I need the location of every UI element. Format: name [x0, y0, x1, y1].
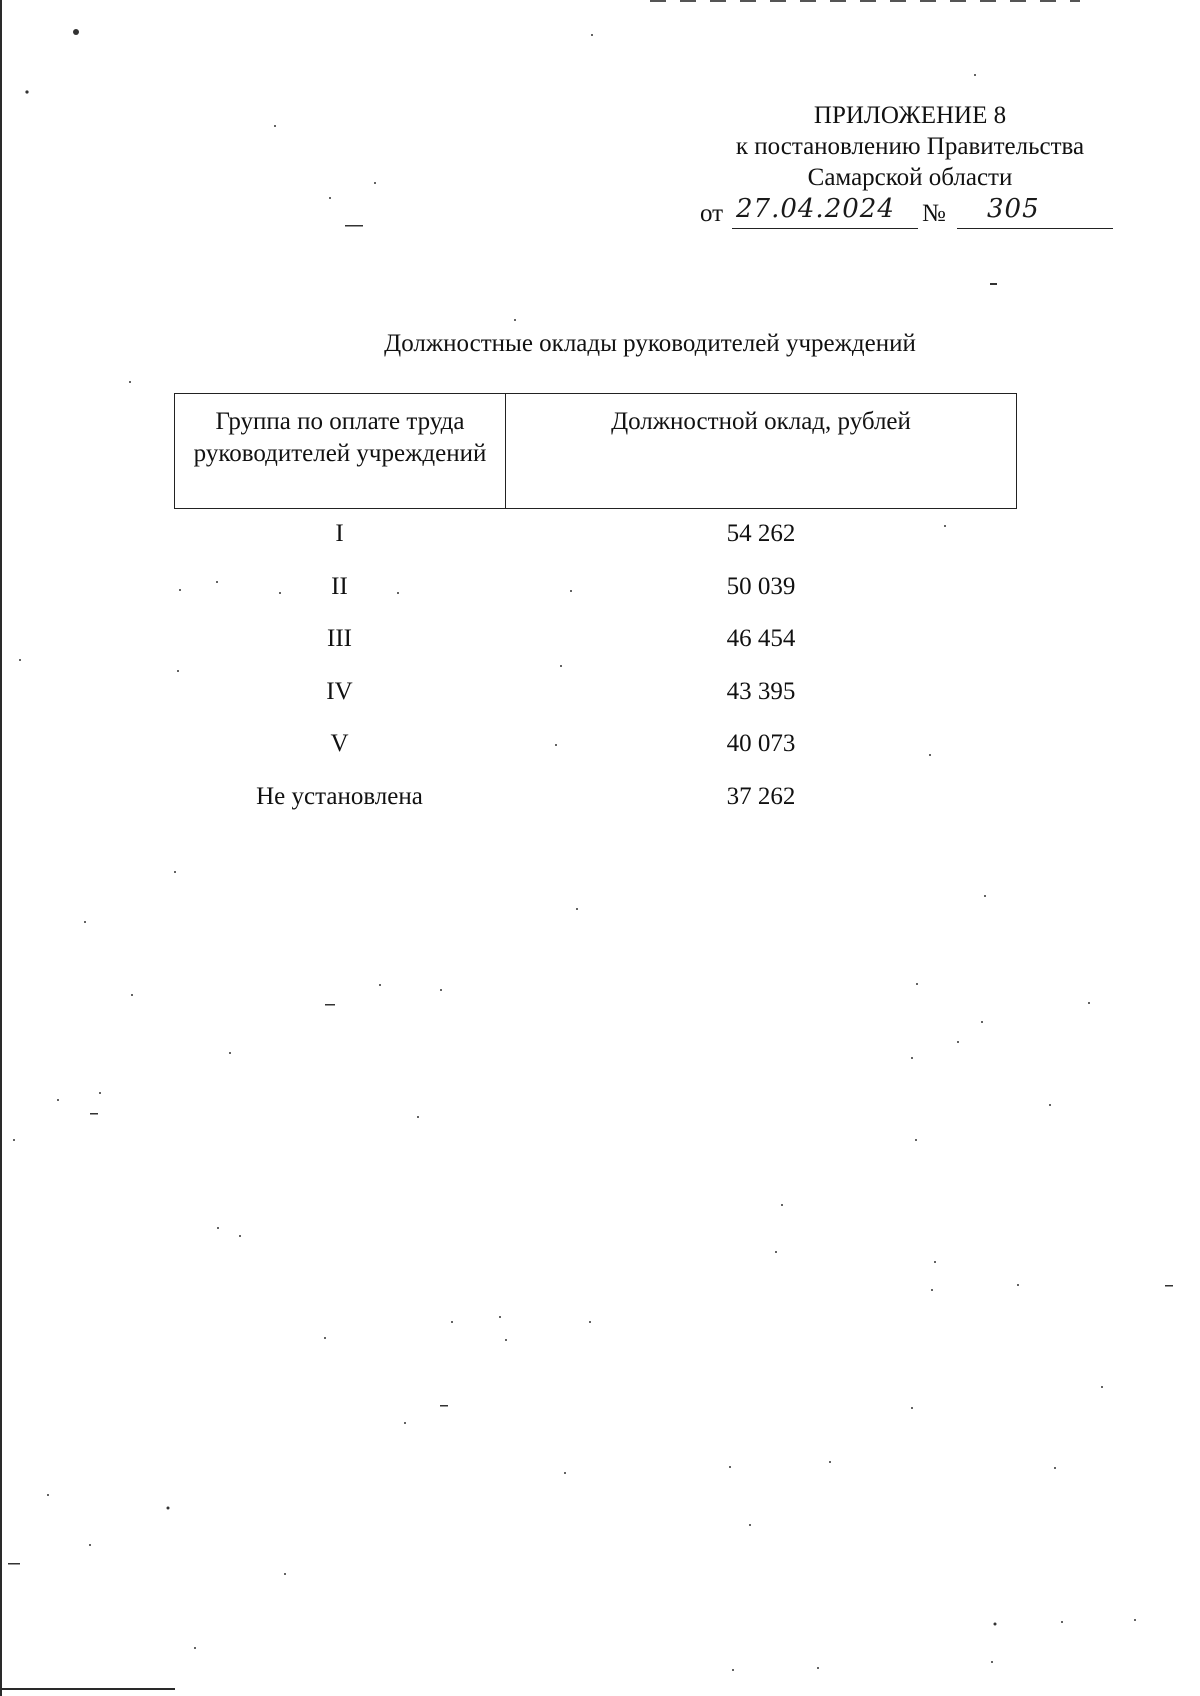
- salary-cell: 37 262: [726, 782, 796, 810]
- appendix-resolution-line: к постановлению Правительства: [735, 133, 1085, 160]
- from-label: от: [700, 200, 724, 227]
- appendix-header: [690, 100, 1130, 193]
- group-cell: III: [327, 625, 352, 652]
- table-row: [174, 730, 1017, 783]
- appendix-title: ПРИЛОЖЕНИЕ 8: [813, 102, 1007, 129]
- salary-cell: 46 454: [726, 625, 796, 652]
- salary-cell: 43 395: [726, 677, 796, 705]
- group-cell: II: [331, 572, 348, 600]
- date-field: [732, 194, 918, 229]
- salary-table-header: [174, 393, 1017, 509]
- document-title: Должностные оклады руководителей учреждений: [384, 330, 916, 357]
- group-cell: V: [330, 730, 349, 757]
- scan-top-dash: [650, 0, 1080, 2]
- group-cell: IV: [326, 677, 353, 705]
- number-field: [957, 194, 1113, 229]
- table-row: [174, 520, 1017, 573]
- scan-bottom-edge: [0, 1688, 175, 1690]
- group-cell: I: [335, 520, 344, 547]
- header-salary-column: Должностной оклад, рублей: [611, 408, 911, 435]
- salary-cell: 50 039: [726, 572, 796, 600]
- number-label: №: [922, 200, 946, 227]
- group-cell: Не установлена: [256, 782, 423, 810]
- resolution-date-number: [700, 194, 1120, 234]
- scan-left-edge: [0, 0, 2, 1696]
- salary-cell: 54 262: [726, 520, 796, 547]
- table-row: [174, 783, 1017, 836]
- salary-cell: 40 073: [726, 730, 796, 757]
- salary-table-body: [174, 520, 1017, 835]
- table-row: [174, 625, 1017, 678]
- table-row: [174, 573, 1017, 626]
- header-group-column: Группа по оплате труда руководителей учреждений: [175, 394, 506, 508]
- handwritten-date: 27.04.2024: [736, 194, 895, 224]
- appendix-region-line: Самарской области: [807, 164, 1013, 191]
- table-row: [174, 678, 1017, 731]
- handwritten-number: 305: [987, 194, 1040, 224]
